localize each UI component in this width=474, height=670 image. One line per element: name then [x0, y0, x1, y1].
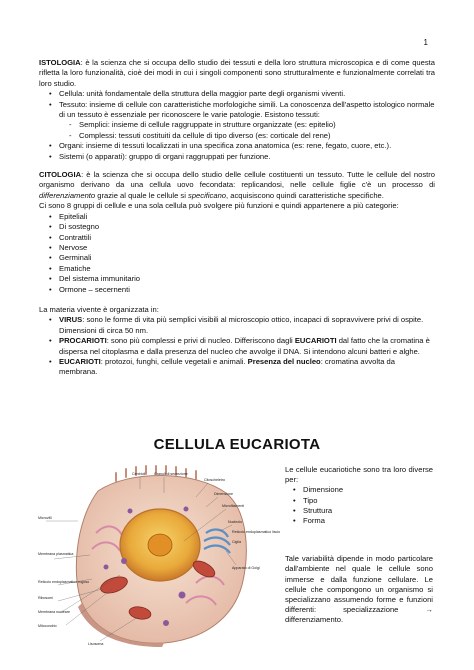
list-item: - Semplici: insieme di cellule raggruppate in strutture organizzate (es: epitelio) — [69, 120, 435, 130]
label-dimensione: Dimensione — [214, 492, 233, 496]
list-item: • Sistemi (o apparati): gruppo di organi raggruppati per funzione. — [59, 152, 435, 162]
citologia-paragraph: CITOLOGIA: è la scienza che si occupa dello studio delle cellule costituenti un tessuto. Tutte le cellule del nostro organismo derivano da una cellula uovo fecondata: replicandosi, nelle cellule figlie c'è un processo di differenziamento grazie al quale le cellule si specificano, acquisiscono quindi caratteristiche specifiche. — [39, 170, 435, 200]
list-item: • Nervose — [59, 243, 435, 253]
list-item: • Del sistema immunitario — [59, 274, 435, 284]
differences-list — [285, 485, 433, 526]
differences-intro: Le cellule eucariotiche sono tra loro diverse per: — [285, 465, 433, 485]
page-number: 1 — [423, 38, 428, 47]
list-item: • Ormone – secernenti — [59, 285, 435, 295]
groups-sentence: Ci sono 8 gruppi di cellule e una sola cellula può svolgere più funzioni e quindi appartenere a più categorie: — [39, 201, 399, 211]
label-nucleolo: Nucleolo — [228, 520, 242, 524]
list-item: • Di sostegno — [59, 222, 435, 232]
main-content — [39, 58, 435, 378]
label-rer: Reticolo endoplasmatico rugoso — [38, 580, 90, 584]
materia-list — [39, 315, 435, 377]
list-item: - Complessi: tessuti costituiti da cellule di tipo diverso (es: corticale del rene) — [69, 131, 435, 141]
list-item: • Organi: insieme di tessuti localizzati in una specifica zona anatomica (es: rene, fegato, cuore, etc.). — [59, 141, 435, 151]
label-membrana-plasmatica: Membrana plasmatica — [38, 552, 74, 556]
label-ril: Reticolo endoplasmatico liscio — [232, 530, 281, 534]
label-mitocondrio: Mitocondrio — [38, 624, 57, 628]
eukaryotic-cell-illustration — [36, 463, 281, 649]
label-cilia: Ciglia — [232, 540, 241, 544]
tessuto-sublist — [59, 120, 435, 141]
list-item: • Tipo — [303, 496, 433, 506]
label-ribosomi: Ribosomi — [38, 596, 53, 600]
label-lisosoma: Lisosoma — [88, 642, 104, 646]
section-title: CELLULA EUCARIOTA — [153, 436, 321, 453]
label-granuli: Granuli di secrezione — [154, 472, 188, 476]
istologia-term: ISTOLOGIA — [39, 58, 81, 67]
istologia-paragraph: ISTOLOGIA: è la scienza che si occupa dello studio dei tessuti e della loro struttura microscopica e di come questa rifletta la loro funzionalità, cioè dei modi in cui i singoli componenti sono strutturalmente e funzionalmente correlati tra loro studio. — [39, 58, 435, 88]
cell-differences-column — [285, 465, 433, 626]
list-item: • Struttura — [303, 506, 433, 516]
label-microfilamenti: Microfilamenti — [222, 504, 245, 508]
label-golgi: Apparato di Golgi — [232, 566, 260, 570]
variability-paragraph: Tale variabilità dipende in modo particolare dall'ambiente nel quale le cellule sono immerse e dalla funzione cellulare. Le cellule che compongono un organismo si specializzano assumendo forme e funzioni differenti: specializzazione → differenziamento. — [285, 554, 433, 625]
list-item: • Tessuto: insieme di cellule con caratteristiche morfologiche simili. La conoscenza dell'aspetto istologico normale di un tessuto è essenziale per riconoscere le varie patologie. Esistono tessuti: - Semplici: insieme di cellule raggruppate in strutture organizzate (es: epitelio) - Complessi: tessuti costituiti da cellule di tipo diverso (es: corticale del rene) — [59, 100, 435, 142]
label-citoscheletro: Citoscheletro — [204, 478, 225, 482]
materia-intro: La materia vivente è organizzata in: — [39, 304, 159, 314]
list-item: • Forma — [303, 516, 433, 526]
list-item: • Germinali — [59, 253, 435, 263]
nucleolus — [148, 534, 172, 556]
list-item: • EUCARIOTI: protozoi, funghi, cellule vegetali e animali. Presenza del nucleo: cromatina avvolta da membrana. — [59, 357, 435, 378]
list-item: • Cellula: unità fondamentale della struttura della maggior parte degli organismi viventi. — [59, 89, 435, 99]
list-item: • Contrattili — [59, 233, 435, 243]
list-item: • Ematiche — [59, 264, 435, 274]
list-item: • Dimensione — [303, 485, 433, 495]
cell-diagram-svg — [36, 463, 281, 649]
citologia-term: CITOLOGIA — [39, 170, 82, 180]
istologia-list — [39, 89, 435, 162]
list-item: • VIRUS: sono le forme di vita più semplici visibili al microscopio ottico, incapaci di sopravvivere privi di ospite. Dimensioni di circa 50 nm. — [59, 315, 435, 336]
list-item: • Epiteliali — [59, 212, 435, 222]
label-centrioli: Centrioli — [132, 472, 146, 476]
label-microvilli: Microvilli — [38, 516, 52, 520]
label-membrana-nucleare: Membrana nucleare — [38, 610, 70, 614]
cell-categories-list — [39, 212, 435, 295]
list-item: • PROCARIOTI: sono più complessi e privi di nucleo. Differiscono dagli EUCARIOTI dal fatto che la cromatina è dispersa nel citoplasma e dalla presenza del nucleo che avvolge il DNA. Si intendono alcuni batteri e alghe. — [59, 336, 435, 357]
